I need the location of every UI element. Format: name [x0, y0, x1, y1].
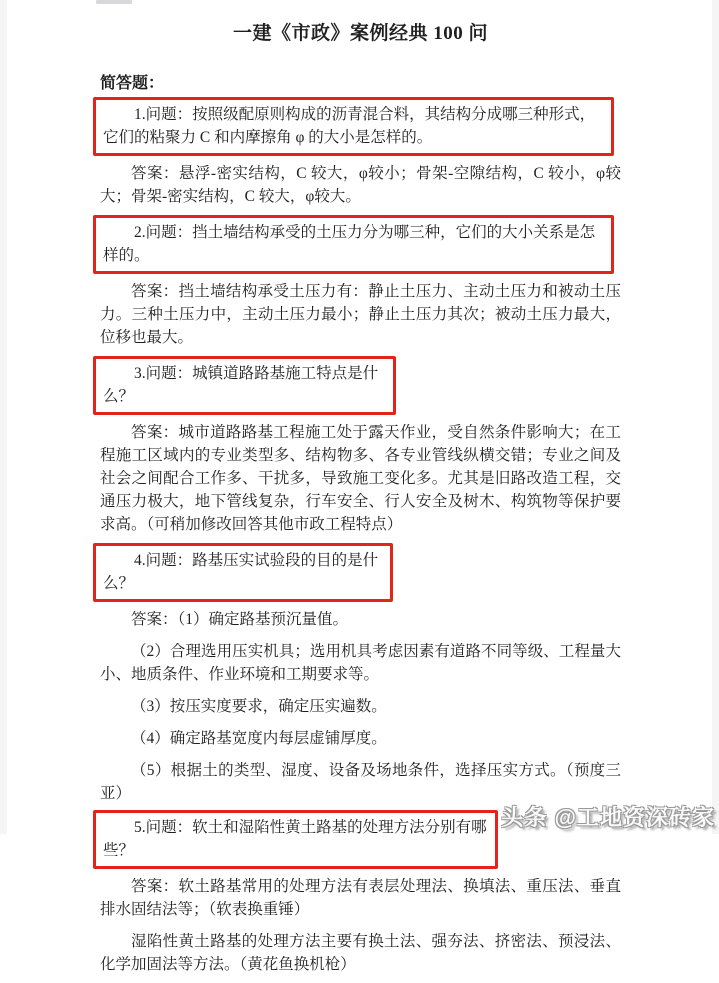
highlight-box-question-2 [93, 215, 614, 274]
answer-4-paragraph-5: （5）根据土的类型、湿度、设备及场地条件，选择压实方式。（预度三亚） [100, 762, 621, 802]
toutiao-watermark: 头条 @工地资深砖家 [501, 805, 715, 830]
answer-3-paragraph: 答案：城市道路路基工程施工处于露天作业，受自然条件影响大；在工程施工区域内的专业类型多、结构物多、各专业管线纵横交错；专业之间及社会之间配合工作多、干扰多，导致施工变化多。尤其是旧路改造工程，交通压力极大，地下管线复杂，行车安全、行人安全及树木、构筑物等保护要求高。（可稍加修改回答其他市政工程特点） [100, 424, 621, 533]
answer-4-paragraph-3: （3）按压实度要求，确定压实遍数。 [131, 698, 387, 715]
question-3-text: 3.问题：城镇道路路基施工特点是什么？ [103, 365, 379, 405]
question-1-text: 1.问题：按照级配原则构成的沥青混合料，其结构分成哪三种形式，它们的粘聚力 C 和内摩擦角 φ 的大小是怎样的。 [103, 106, 596, 146]
highlight-box-question-3 [93, 356, 396, 415]
question-2-text: 2.问题：挡土墙结构承受的土压力分为哪三种，它们的大小关系是怎样的。 [103, 224, 596, 264]
question-5-text: 5.问题：软土和湿陷性黄土路基的处理方法分别有哪些？ [103, 819, 487, 859]
question-4-text: 4.问题：路基压实试验段的目的是什么？ [103, 552, 379, 592]
highlight-box-question-5 [93, 810, 498, 869]
answer-4-paragraph-1: 答案：（1）确定路基预沉量值。 [131, 611, 349, 628]
document-page [100, 18, 621, 983]
highlight-box-question-1 [93, 97, 614, 156]
answer-4-paragraph-4: （4）确定路基宽度内每层虚铺厚度。 [131, 730, 387, 747]
scan-artifact [96, 0, 132, 4]
answer-2-paragraph: 答案：挡土墙结构承受土压力有：静止土压力、主动土压力和被动土压力。三种土压力中，主动土压力最小；静止土压力其次；被动土压力最大，位移也最大。 [100, 283, 621, 346]
page-title: 一建《市政》案例经典 100 问 [232, 23, 488, 44]
highlight-box-question-4 [93, 543, 393, 602]
answer-5-paragraph-2: 湿陷性黄土路基的处理方法主要有换土法、强夯法、挤密法、预浸法、化学加固法等方法。（黄花鱼换机枪） [100, 933, 621, 973]
page-edge-right [712, 0, 719, 834]
answer-4-paragraph-2: （2）合理选用压实机具；选用机具考虑因素有道路不同等级、工程量大小、地质条件、作业环境和工期要求等。 [100, 643, 621, 683]
page-edge-left [0, 0, 7, 834]
answer-5-paragraph-1: 答案：软土路基常用的处理方法有表层处理法、换填法、重压法、垂直排水固结法等；（软表换重锤） [100, 878, 621, 918]
answer-1-paragraph: 答案：悬浮-密实结构，C 较大，φ较小；骨架-空隙结构，C 较小，φ较大；骨架-密实结构，C 较大，φ较大。 [100, 165, 621, 205]
section-heading: 简答题： [100, 75, 165, 92]
